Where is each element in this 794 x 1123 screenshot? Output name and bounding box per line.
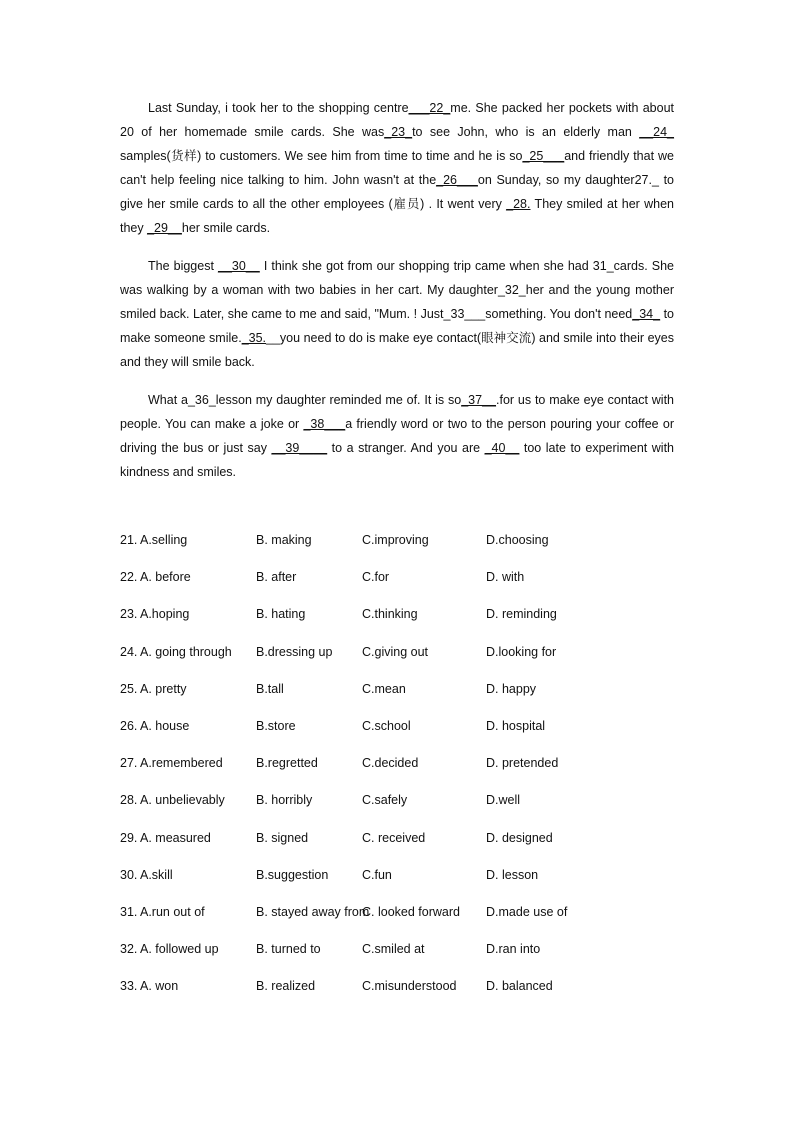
question-number: 22. [120,570,138,585]
question-row [120,645,680,682]
question-number: 26. [120,718,138,733]
passage-text: on Sunday, so my daughter27._ to give her smile cards to all the other employees (雇员) . It went very [120,173,674,211]
blank-marker: ___22_ [408,101,451,115]
question-number: 29. [120,830,138,845]
question-row [120,756,680,793]
passage-text: Last Sunday, i took her to the shopping centre [148,101,409,115]
option-c: C.fun [362,867,392,882]
option-c: C.school [362,718,411,733]
option-d: D. with [486,570,525,585]
option-d: D. hospital [486,718,546,733]
passage-text: me. She packed her pockets with about 20 of her homemade smile cards. She was [120,101,674,139]
passage-text: samples(货样) to customers. We see him from time to time and he is so [120,149,523,163]
option-c: C. received [362,830,426,845]
option-a: A. followed up [140,942,219,957]
blank-marker: __24_ [639,125,674,139]
option-c: C.misunderstood [362,979,457,994]
blank-marker: _23_ [384,125,413,139]
question-number: 28. [120,793,138,808]
question-number: 25. [120,681,138,696]
option-b: B. hating [256,607,306,622]
question-row [120,905,680,942]
option-a: A. unbelievably [140,793,225,808]
passage-text: They smiled at her when they [120,197,674,235]
option-a: A. pretty [140,681,187,696]
blank-marker: _40__ [484,441,520,455]
passage-text: __you need to do is make eye contact(眼神交流) and smile into their eyes and they will smile back. [120,331,674,369]
option-d: D.ran into [486,942,541,957]
question-row [120,831,680,868]
question-number: 27. [120,756,138,771]
blank-marker: _38___ [303,417,346,431]
question-row [120,793,680,830]
option-a: A.skill [140,867,173,882]
passage-text: and friendly that we can't help feeling nice talking to him. John wasn't at the [120,149,674,187]
question-number: 24. [120,644,138,659]
question-row [120,868,680,905]
option-c: C. looked forward [362,904,460,919]
option-d: D. happy [486,681,537,696]
question-row [120,570,680,607]
passage-paragraph-3 [120,388,674,484]
option-d: D.well [486,793,521,808]
option-a: A.remembered [140,756,223,771]
cloze-passage [120,96,674,498]
blank-marker: _29__ [147,221,182,235]
option-d: D. reminding [486,607,557,622]
passage-text: to make someone smile. [120,307,674,345]
blank-marker: __39____ [271,441,328,455]
blank-marker: __30__ [218,259,260,273]
option-b: B.tall [256,681,284,696]
blank-marker: _25___ [522,149,565,163]
passage-text: to a stranger. And you are [327,441,485,455]
option-b: B.regretted [256,756,318,771]
option-c: C.improving [362,533,429,547]
blank-marker: _37__ [461,393,496,407]
question-number: 30. [120,867,138,882]
passage-text: The biggest [148,259,219,273]
passage-text: .for us to make eye contact with people. You can make a joke or [120,393,675,431]
option-c: C.smiled at [362,942,425,957]
option-b: B.store [256,718,296,733]
passage-text: her smile cards. [181,221,271,235]
question-row [120,533,680,570]
option-b: B. after [256,570,297,585]
option-d: D. balanced [486,979,553,994]
question-number: 33. [120,979,138,994]
option-c: C.mean [362,681,406,696]
option-b: B. signed [256,830,309,845]
question-row [120,682,680,719]
question-number: 31. [120,904,138,919]
question-number: 23. [120,607,138,622]
option-b: B.suggestion [256,867,329,882]
passage-text: I think she got from our shopping trip came when she had 31_cards. She was walking by a woman with two babies in her cart. My daughter_32_her and the young mother smiled back. Later, she came to me and said, "Mum. ! Just_33___something. You don't need [120,259,675,321]
question-row [120,979,680,1016]
option-a: A. going through [140,644,232,659]
blank-marker: _35. [241,331,267,345]
passage-text: a friendly word or two to the person pouring your coffee or driving the bus or just say [120,417,675,455]
option-c: C.giving out [362,644,429,659]
option-c: C.thinking [362,607,418,622]
option-d: D. pretended [486,756,559,771]
option-d: D. lesson [486,867,539,882]
passage-text: too late to experiment with kindness and smiles. [120,441,674,479]
option-d: D.looking for [486,644,557,659]
blank-marker: _28. [506,197,531,211]
passage-paragraph-2 [120,254,674,374]
option-b: B. horribly [256,793,313,808]
option-b: B. making [256,533,312,547]
passage-paragraph-1 [120,96,674,240]
option-d: D.choosing [486,533,549,547]
option-a: A. house [140,718,190,733]
option-b: B. stayed away from [256,904,370,919]
question-row [120,942,680,979]
blank-marker: _26___ [436,173,478,187]
option-d: D. designed [486,830,553,845]
option-c: C.decided [362,756,419,771]
option-a: A.selling [140,533,188,547]
option-b: B. turned to [256,942,321,957]
blank-marker: _34_ [632,307,661,321]
option-a: A. measured [140,830,211,845]
option-b: B. realized [256,979,316,994]
option-a: A.hoping [140,607,190,622]
question-list [120,533,680,1016]
question-number: 21. [120,533,138,547]
question-row [120,607,680,644]
option-c: C.safely [362,793,408,808]
passage-text: What a_36_lesson my daughter reminded me of. It is so [148,393,462,407]
option-c: C.for [362,570,390,585]
option-a: A. won [140,979,179,994]
option-d: D.made use of [486,904,568,919]
option-a: A.run out of [140,904,205,919]
question-number: 32. [120,942,138,957]
passage-text: to see John, who is an elderly man [412,125,640,139]
option-b: B.dressing up [256,644,333,659]
question-row [120,719,680,756]
option-a: A. before [140,570,191,585]
